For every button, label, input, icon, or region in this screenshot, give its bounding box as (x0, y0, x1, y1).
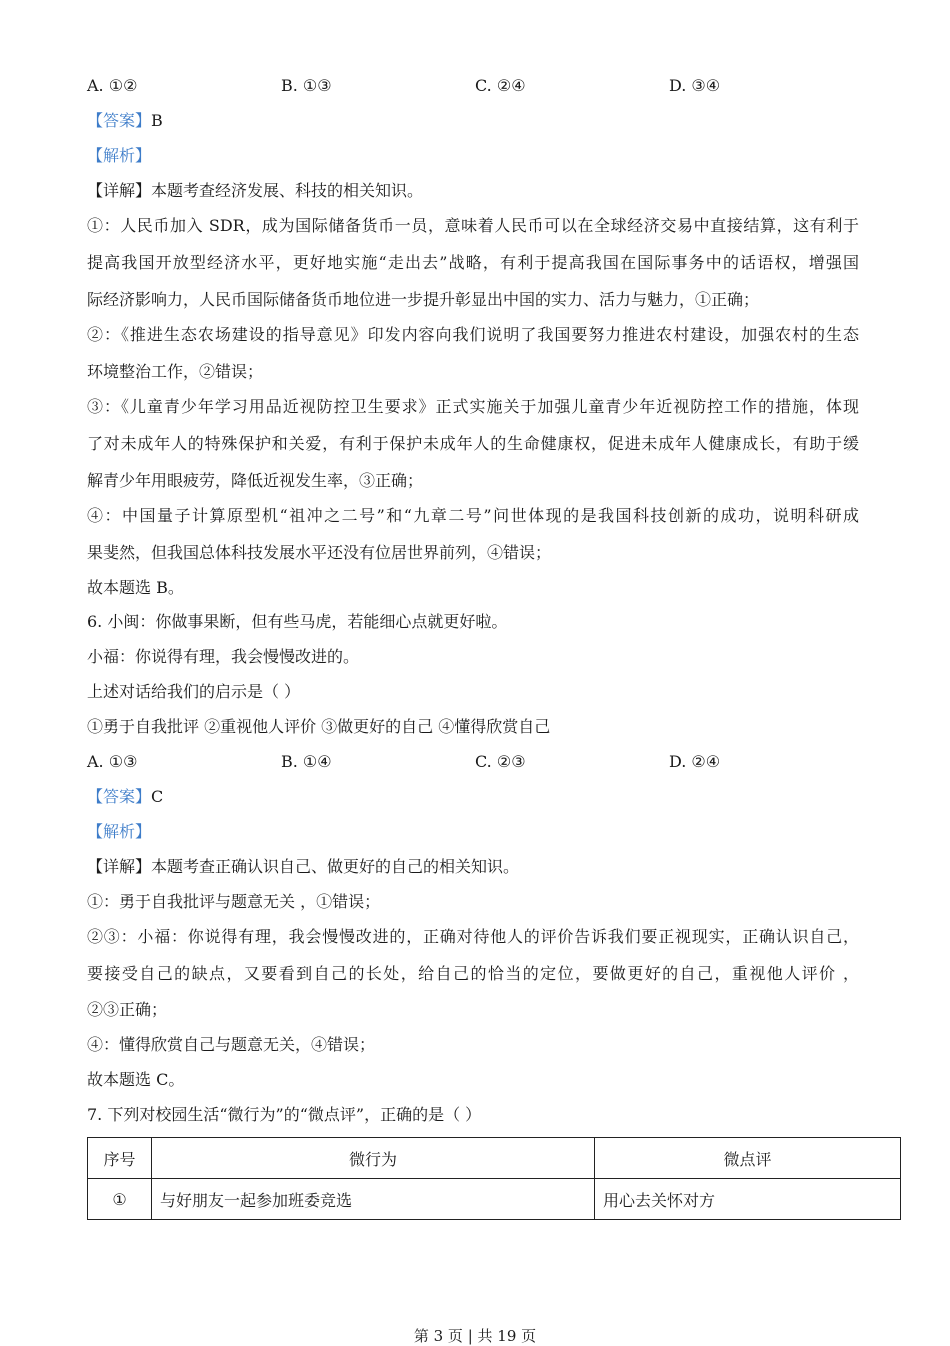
header-cell: 序号 (88, 1138, 152, 1179)
table-cell: 用心去关怀对方 (595, 1179, 901, 1220)
option-b: B. ①③ (281, 76, 332, 95)
q5-line: ②：《推进生态农场建设的指导意见》印发内容向我们说明了我国要努力推进农村建设，加强农村的生态 (87, 325, 859, 344)
q7-table (87, 1137, 901, 1220)
answer-value: B (151, 111, 163, 130)
q7-stem: 7. 下列对校园生活“微行为”的“微点评”，正确的是（ ） (87, 1105, 482, 1124)
q6-line: ②③正确； (87, 1000, 168, 1019)
q6-line: 【详解】本题考查正确认识自己、做更好的自己的相关知识。 (87, 857, 520, 876)
q5-line: 提高我国开放型经济水平，更好地实施“走出去”战略，有利于提高我国在国际事务中的话语权，增强国 (87, 253, 859, 272)
q5-line: 际经济影响力，人民币国际储备货币地位进一步提升彰显出中国的实力、活力与魅力，①正确； (87, 290, 760, 309)
q6-answer (87, 787, 163, 807)
q5-line: 果斐然，但我国总体科技发展水平还没有位居世界前列，④错误； (87, 543, 552, 562)
header-cell: 微行为 (152, 1138, 595, 1179)
q5-line: 环境整治工作，②错误； (87, 362, 264, 381)
option-d: D. ②④ (669, 752, 721, 771)
answer-tag: 【答案】 (87, 787, 152, 806)
q5-answer (87, 111, 163, 131)
header-cell: 微点评 (595, 1138, 901, 1179)
q6-line: 故本题选 C。 (87, 1070, 185, 1089)
q6-stem: 6. 小闽：你做事果断，但有些马虎，若能细心点就更好啦。 (87, 612, 508, 631)
q6-line: ④：懂得欣赏自己与题意无关，④错误； (87, 1035, 376, 1054)
q5-line: ③：《儿童青少年学习用品近视防控卫生要求》正式实施关于加强儿童青少年近视防控工作的措施，体现 (87, 397, 859, 416)
q6-analysis-tag: 【解析】 (87, 822, 152, 841)
q6-stem: 小福：你说得有理，我会慢慢改进的。 (87, 647, 360, 666)
page-footer: 第 3 页 | 共 19 页 (413, 1327, 537, 1345)
q6-line: 要接受自己的缺点，又要看到自己的长处，给自己的恰当的定位，要做更好的自己，重视他人评价 ， (87, 964, 859, 983)
answer-value: C (151, 787, 164, 806)
q6-stem: ①勇于自我批评 ②重视他人评价 ③做更好的自己 ④懂得欣赏自己 (87, 717, 551, 736)
q6-line: ①：勇于自我批评与题意无关 ，①错误； (87, 892, 381, 911)
option-b: B. ①④ (281, 752, 332, 771)
q5-line: ①：人民币加入 SDR，成为国际储备货币一员，意味着人民币可以在全球经济交易中直接结算，这有利于 (87, 216, 859, 235)
q6-line: ②③：小福：你说得有理，我会慢慢改进的，正确对待他人的评价告诉我们要正视现实，正确认识自己， (87, 927, 859, 946)
option-d: D. ③④ (669, 76, 721, 95)
option-c: C. ②④ (475, 76, 526, 95)
option-a: A. ①③ (87, 752, 138, 771)
q5-line: 【详解】本题考查经济发展、科技的相关知识。 (87, 181, 424, 200)
table-cell: ① (88, 1179, 152, 1220)
answer-tag: 【答案】 (87, 111, 152, 130)
q5-line: 故本题选 B。 (87, 578, 184, 597)
q5-line: ④：中国量子计算原型机“祖冲之二号”和“九章二号”问世体现的是我国科技创新的成功，说明科研成 (87, 506, 859, 525)
q5-line: 了对未成年人的特殊保护和关爱，有利于保护未成年人的生命健康权，促进未成年人健康成长，有助于缓 (87, 434, 859, 453)
option-c: C. ②③ (475, 752, 526, 771)
q5-line: 解青少年用眼疲劳，降低近视发生率，③正确； (87, 471, 424, 490)
q6-stem: 上述对话给我们的启示是（ ） (87, 682, 301, 701)
q5-analysis-tag: 【解析】 (87, 146, 152, 165)
option-a: A. ①② (87, 76, 138, 95)
table-row (88, 1179, 901, 1220)
table-cell: 与好朋友一起参加班委竞选 (152, 1179, 595, 1220)
table-header-row (88, 1138, 901, 1179)
